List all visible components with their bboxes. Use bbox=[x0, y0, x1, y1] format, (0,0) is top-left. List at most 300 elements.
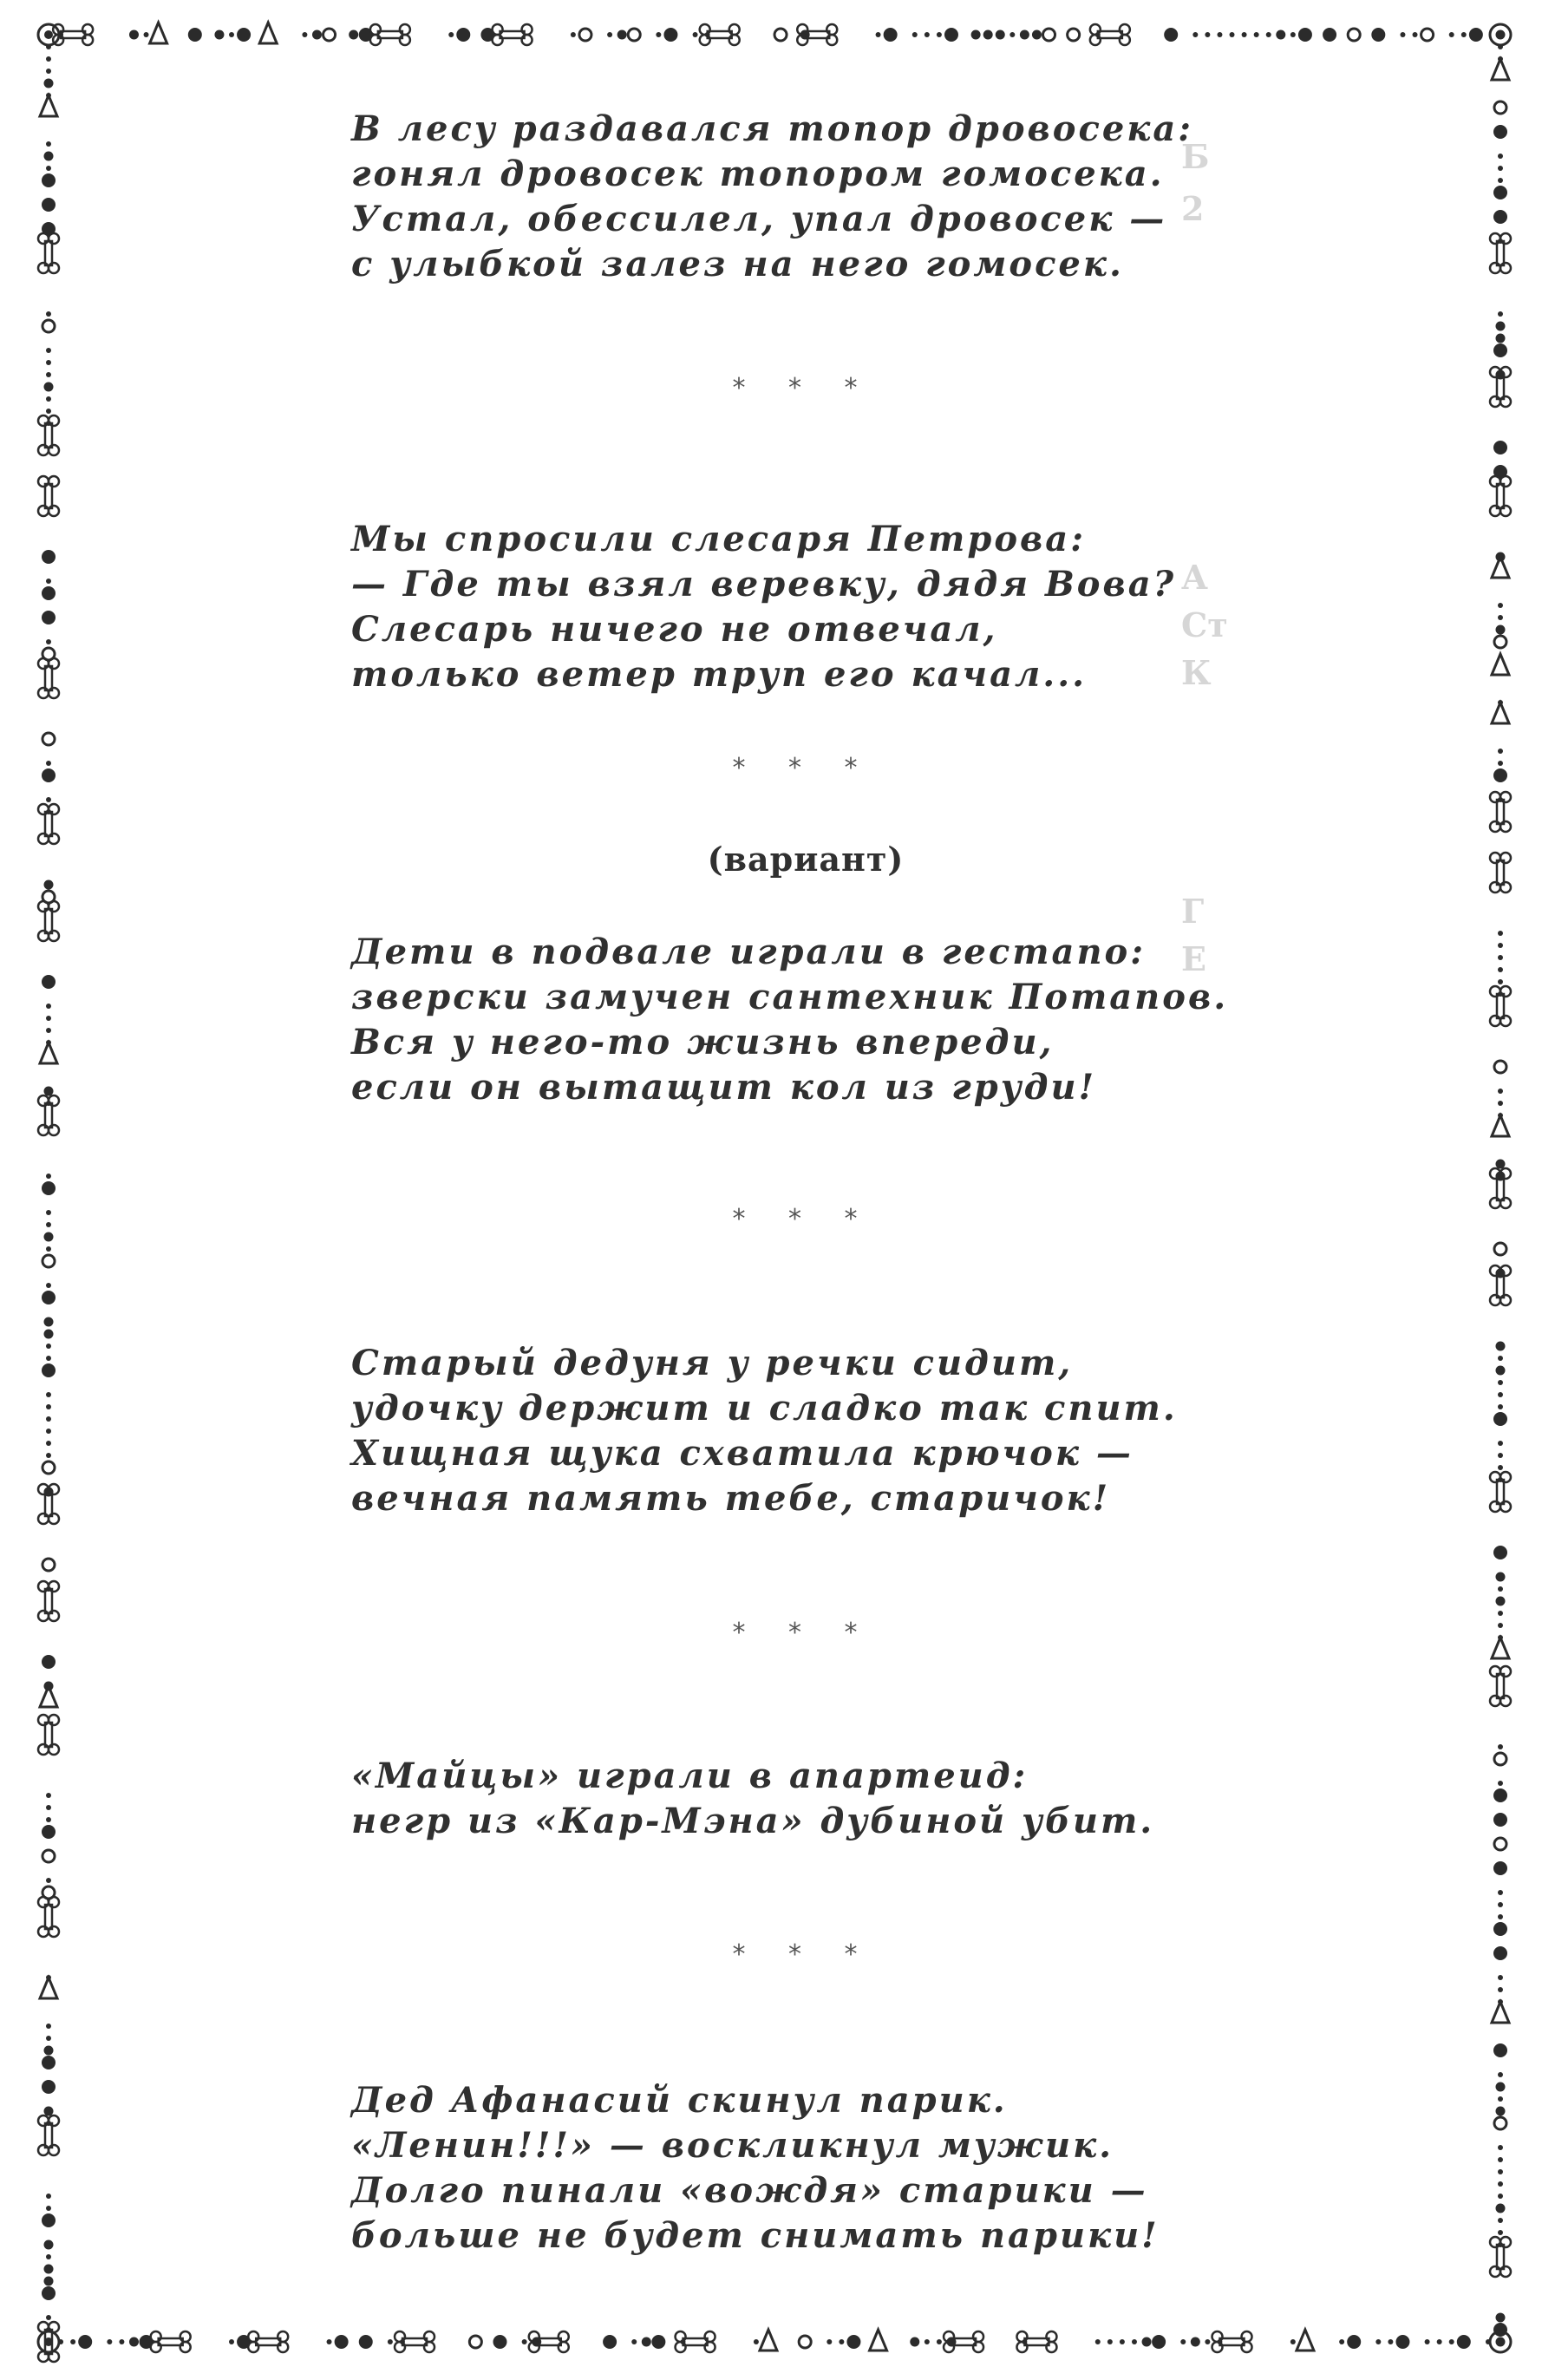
bone-icon bbox=[248, 2331, 288, 2352]
dot-icon bbox=[1498, 615, 1503, 620]
dot-icon bbox=[1217, 32, 1222, 37]
dot-icon bbox=[925, 2339, 930, 2344]
bleed-through-1: Б bbox=[1181, 137, 1210, 176]
dot-icon bbox=[1205, 2339, 1210, 2344]
bone-icon bbox=[151, 2331, 191, 2352]
dot-icon bbox=[1493, 2043, 1507, 2057]
poem-line: Слесарь ничего не отвечал, bbox=[351, 609, 998, 650]
dot-icon bbox=[46, 1404, 51, 1409]
dot-icon bbox=[1395, 2335, 1409, 2349]
dot-icon bbox=[42, 611, 56, 624]
bone-icon bbox=[38, 2115, 59, 2155]
dot-icon bbox=[1009, 32, 1015, 37]
section-separator: * * * bbox=[732, 1618, 875, 1648]
dot-icon bbox=[925, 32, 930, 37]
dot-icon bbox=[1498, 1975, 1503, 1980]
dot-icon bbox=[42, 1655, 56, 1669]
ring-icon bbox=[42, 1559, 55, 1571]
bone-icon bbox=[395, 2331, 435, 2352]
dot-icon bbox=[46, 348, 51, 353]
ring-icon bbox=[1494, 1838, 1506, 1850]
bone-icon bbox=[1490, 792, 1511, 832]
dot-icon bbox=[1020, 30, 1029, 40]
dot-icon bbox=[1498, 1380, 1503, 1385]
dot-icon bbox=[1493, 125, 1507, 139]
triangle-icon bbox=[1492, 2002, 1509, 2023]
dot-icon bbox=[1461, 32, 1467, 37]
bleed-through-7: Е bbox=[1181, 939, 1206, 978]
dot-icon bbox=[46, 166, 51, 171]
bone-icon bbox=[38, 1897, 59, 1937]
dot-icon bbox=[1498, 2072, 1503, 2077]
dot-icon bbox=[44, 1330, 54, 1339]
dot-icon bbox=[1469, 28, 1483, 42]
dot-icon bbox=[107, 2339, 112, 2344]
dot-icon bbox=[129, 30, 139, 40]
dot-icon bbox=[1493, 1412, 1507, 1426]
dot-icon bbox=[1493, 1922, 1507, 1936]
bone-icon bbox=[1490, 1472, 1511, 1512]
dot-icon bbox=[129, 2338, 139, 2347]
dot-icon bbox=[1496, 625, 1506, 635]
bone-icon bbox=[529, 2331, 569, 2352]
poem-line: Мы спросили слесаря Петрова: bbox=[351, 519, 1086, 559]
dot-icon bbox=[1498, 967, 1503, 972]
dot-icon bbox=[1498, 2181, 1503, 2187]
poem-line: Дети в подвале играли в гестапо: bbox=[351, 932, 1146, 972]
dot-icon bbox=[693, 32, 698, 37]
dot-icon bbox=[571, 32, 576, 37]
section-separator: * * * bbox=[732, 373, 875, 403]
dot-icon bbox=[42, 1825, 56, 1839]
dot-icon bbox=[46, 1416, 51, 1422]
dot-icon bbox=[46, 1793, 51, 1798]
dot-icon bbox=[1498, 1453, 1503, 1458]
bone-icon bbox=[38, 658, 59, 698]
ring-icon bbox=[323, 29, 336, 41]
ring-icon bbox=[799, 2336, 811, 2348]
triangle-icon bbox=[870, 2330, 887, 2351]
dot-icon bbox=[1493, 441, 1507, 454]
bone-icon bbox=[944, 2331, 983, 2352]
dot-icon bbox=[214, 30, 224, 40]
dot-icon bbox=[522, 2339, 527, 2344]
dot-icon bbox=[46, 1392, 51, 1397]
poem-2 bbox=[351, 517, 1176, 697]
poem-line: только ветер труп его качал... bbox=[351, 654, 1088, 695]
dot-icon bbox=[1498, 1744, 1503, 1749]
dot-icon bbox=[1266, 32, 1271, 37]
dot-icon bbox=[1496, 2082, 1506, 2092]
dot-icon bbox=[44, 880, 54, 890]
bleed-through-6: Г bbox=[1181, 892, 1205, 931]
dot-icon bbox=[663, 28, 677, 42]
dot-icon bbox=[1290, 2339, 1296, 2344]
poem-line: больше не будет снимать парики! bbox=[351, 2215, 1160, 2256]
ring-icon bbox=[469, 2336, 481, 2348]
dot-icon bbox=[119, 2339, 124, 2344]
dot-icon bbox=[42, 2080, 56, 2094]
bone-icon bbox=[700, 24, 740, 45]
ring-icon bbox=[42, 1850, 55, 1862]
ring-icon bbox=[1421, 29, 1434, 41]
dot-icon bbox=[1032, 30, 1042, 40]
dot-icon bbox=[1449, 2339, 1454, 2344]
dot-icon bbox=[1498, 1465, 1503, 1470]
dot-icon bbox=[42, 173, 56, 187]
triangle-icon bbox=[259, 23, 277, 43]
dot-icon bbox=[1496, 2313, 1506, 2323]
bone-icon bbox=[1490, 476, 1511, 516]
dot-icon bbox=[1498, 1902, 1503, 1907]
dot-icon bbox=[912, 32, 918, 37]
dot-icon bbox=[1496, 1160, 1506, 1169]
bone-icon bbox=[38, 1715, 59, 1755]
dot-icon bbox=[1437, 2339, 1442, 2344]
dot-icon bbox=[1493, 186, 1507, 199]
dot-icon bbox=[1498, 1781, 1503, 1786]
bone-icon bbox=[38, 415, 59, 455]
dot-icon bbox=[1388, 2339, 1393, 2344]
dot-icon bbox=[1498, 1356, 1503, 1361]
dot-icon bbox=[839, 2339, 844, 2344]
dot-icon bbox=[1164, 28, 1178, 42]
dot-icon bbox=[983, 30, 993, 40]
dot-icon bbox=[42, 586, 56, 600]
dot-icon bbox=[1498, 931, 1503, 936]
dot-icon bbox=[1498, 1392, 1503, 1397]
dot-icon bbox=[44, 2265, 54, 2274]
dot-icon bbox=[46, 2254, 51, 2259]
poem-line: Устал, обессилел, упал дровосек — bbox=[351, 199, 1167, 239]
poem-4 bbox=[351, 1341, 1178, 1521]
ring-icon bbox=[1348, 29, 1360, 41]
poem-line: «Майцы» играли в апартеид: bbox=[351, 1756, 1029, 1796]
bone-icon bbox=[1212, 2331, 1252, 2352]
dot-icon bbox=[46, 69, 51, 74]
poem-5 bbox=[351, 1754, 1154, 1844]
dot-icon bbox=[910, 2338, 919, 2347]
bone-icon bbox=[1490, 1168, 1511, 1208]
bone-icon bbox=[38, 1581, 59, 1621]
dot-icon bbox=[1496, 2204, 1506, 2213]
dot-icon bbox=[1230, 32, 1235, 37]
dot-icon bbox=[1498, 154, 1503, 159]
dot-icon bbox=[1493, 1813, 1507, 1827]
dot-icon bbox=[642, 2338, 651, 2347]
dot-icon bbox=[46, 56, 51, 62]
triangle-icon bbox=[1297, 2330, 1314, 2351]
triangle-icon bbox=[1492, 654, 1509, 675]
dot-icon bbox=[46, 1878, 51, 1883]
bone-icon bbox=[1490, 2237, 1511, 2277]
dot-icon bbox=[1276, 30, 1285, 40]
dot-icon bbox=[46, 1805, 51, 1810]
dot-icon bbox=[1493, 210, 1507, 224]
bone-icon bbox=[676, 2331, 715, 2352]
dot-icon bbox=[44, 30, 53, 39]
poem-line: удочку держит и сладко так спит. bbox=[351, 1388, 1178, 1429]
dot-icon bbox=[937, 32, 942, 37]
dot-icon bbox=[46, 797, 51, 802]
dot-icon bbox=[937, 2339, 942, 2344]
dot-icon bbox=[70, 2339, 75, 2344]
bone-icon bbox=[38, 1095, 59, 1135]
dot-icon bbox=[1323, 28, 1336, 42]
dot-icon bbox=[42, 2056, 56, 2069]
dot-icon bbox=[1298, 28, 1312, 42]
triangle-icon bbox=[1492, 703, 1509, 723]
ring-icon bbox=[1068, 29, 1080, 41]
dot-icon bbox=[1498, 1441, 1503, 1446]
dot-icon bbox=[1498, 2218, 1503, 2223]
bone-icon bbox=[38, 233, 59, 273]
dot-icon bbox=[876, 32, 881, 37]
dot-icon bbox=[617, 30, 627, 40]
bone-icon bbox=[38, 476, 59, 516]
dot-icon bbox=[144, 32, 149, 37]
triangle-icon bbox=[760, 2330, 777, 2351]
dot-icon bbox=[1493, 1546, 1507, 1559]
bone-icon bbox=[38, 901, 59, 941]
dot-icon bbox=[42, 1291, 56, 1304]
triangle-icon bbox=[1492, 59, 1509, 80]
ring-icon bbox=[42, 1461, 55, 1474]
dot-icon bbox=[229, 2339, 234, 2344]
dot-icon bbox=[302, 32, 307, 37]
bone-icon bbox=[493, 24, 533, 45]
dot-icon bbox=[42, 198, 56, 212]
dot-icon bbox=[46, 2024, 51, 2029]
dot-icon bbox=[46, 1283, 51, 1288]
dot-icon bbox=[1498, 311, 1503, 317]
dot-icon bbox=[493, 2335, 506, 2349]
dot-icon bbox=[827, 2339, 832, 2344]
dot-icon bbox=[46, 1174, 51, 1179]
dot-icon bbox=[335, 2335, 349, 2349]
dot-icon bbox=[46, 2194, 51, 2199]
dot-icon bbox=[1498, 2145, 1503, 2150]
dot-icon bbox=[1498, 2194, 1503, 2199]
dot-icon bbox=[46, 311, 51, 317]
ring-icon bbox=[774, 29, 787, 41]
poem-line: Дед Афанасий скинул парик. bbox=[351, 2080, 1008, 2121]
dot-icon bbox=[1493, 1788, 1507, 1802]
bone-icon bbox=[1490, 1265, 1511, 1305]
dot-icon bbox=[656, 32, 661, 37]
dot-icon bbox=[1413, 32, 1418, 37]
dot-icon bbox=[1400, 32, 1405, 37]
dot-icon bbox=[46, 639, 51, 644]
dot-icon bbox=[1496, 1572, 1506, 1582]
poem-3 bbox=[351, 930, 1228, 1110]
dot-icon bbox=[46, 1028, 51, 1033]
ring-icon bbox=[1494, 2117, 1506, 2129]
dot-icon bbox=[44, 1318, 54, 1327]
dot-icon bbox=[229, 32, 234, 37]
dot-icon bbox=[46, 579, 51, 584]
ring-icon bbox=[42, 733, 55, 745]
dot-icon bbox=[1498, 178, 1503, 183]
dot-icon bbox=[46, 2206, 51, 2211]
bone-icon bbox=[1490, 1666, 1511, 1706]
dot-icon bbox=[1152, 2335, 1166, 2349]
triangle-icon bbox=[40, 1043, 57, 1063]
dot-icon bbox=[1107, 2339, 1113, 2344]
dot-icon bbox=[607, 32, 612, 37]
section-separator: * * * bbox=[732, 1939, 875, 1970]
dot-icon bbox=[1191, 2338, 1200, 2347]
poem-line: гонял дровосек топором гомосека. bbox=[351, 154, 1165, 194]
dot-icon bbox=[1498, 1089, 1503, 1094]
bone-icon bbox=[797, 24, 837, 45]
dot-icon bbox=[327, 2339, 332, 2344]
bleed-through-3: А bbox=[1181, 558, 1208, 597]
dot-icon bbox=[42, 2213, 56, 2227]
dot-icon bbox=[46, 141, 51, 147]
bone-icon bbox=[38, 804, 59, 844]
dot-icon bbox=[1242, 32, 1247, 37]
poem-6 bbox=[351, 2078, 1160, 2259]
ring-icon bbox=[42, 320, 55, 332]
bleed-through-4: Ст bbox=[1181, 605, 1228, 644]
triangle-icon bbox=[40, 95, 57, 116]
dot-icon bbox=[44, 2107, 54, 2116]
dot-icon bbox=[944, 28, 958, 42]
dot-icon bbox=[1498, 943, 1503, 948]
dot-icon bbox=[631, 2339, 637, 2344]
dot-icon bbox=[46, 1246, 51, 1252]
dot-icon bbox=[1496, 322, 1506, 331]
dot-icon bbox=[1347, 2335, 1361, 2349]
poem-line: Вся у него-то жизнь впереди, bbox=[351, 1022, 1055, 1062]
dot-icon bbox=[1132, 2339, 1137, 2344]
poem-line: вечная память тебе, старичок! bbox=[351, 1478, 1111, 1519]
dot-icon bbox=[1498, 2169, 1503, 2174]
dot-icon bbox=[46, 2315, 51, 2320]
poem-line: Долго пинали «вождя» старики — bbox=[351, 2170, 1148, 2211]
poem-line: зверски замучен сантехник Потапов. bbox=[351, 977, 1229, 1017]
triangle-icon bbox=[40, 1978, 57, 1998]
triangle-icon bbox=[1492, 1115, 1509, 1136]
poem-line: — Где ты взял веревку, дядя Вова? bbox=[351, 564, 1177, 605]
ring-icon bbox=[628, 29, 640, 41]
dot-icon bbox=[1498, 2096, 1503, 2102]
dot-icon bbox=[1339, 2339, 1344, 2344]
dot-icon bbox=[651, 2335, 665, 2349]
dot-icon bbox=[388, 2339, 393, 2344]
dot-icon bbox=[1120, 2339, 1125, 2344]
bone-icon bbox=[1016, 2331, 1056, 2352]
ring-icon bbox=[1494, 1753, 1506, 1765]
dot-icon bbox=[1254, 32, 1259, 37]
ring-icon bbox=[1494, 1243, 1506, 1255]
dot-icon bbox=[44, 152, 54, 161]
poem-line: Старый дедуня у речки сидит, bbox=[351, 1343, 1074, 1383]
dot-icon bbox=[42, 2286, 56, 2300]
dot-icon bbox=[349, 30, 358, 40]
dot-icon bbox=[237, 28, 251, 42]
variant-label: (вариант) bbox=[707, 840, 905, 879]
triangle-icon bbox=[150, 23, 167, 43]
ring-icon bbox=[1494, 636, 1506, 648]
bone-icon bbox=[1090, 24, 1130, 45]
dot-icon bbox=[1498, 1404, 1503, 1409]
dot-icon bbox=[1425, 2339, 1430, 2344]
dot-icon bbox=[46, 1817, 51, 1822]
dot-icon bbox=[312, 30, 322, 40]
dot-icon bbox=[46, 360, 51, 365]
dot-icon bbox=[1192, 32, 1198, 37]
dot-icon bbox=[996, 30, 1005, 40]
dot-icon bbox=[46, 409, 51, 414]
dot-icon bbox=[1498, 1586, 1503, 1592]
triangle-icon bbox=[1492, 557, 1509, 578]
dot-icon bbox=[46, 1016, 51, 1021]
dot-icon bbox=[42, 1181, 56, 1195]
dot-icon bbox=[1498, 1611, 1503, 1616]
dot-icon bbox=[1496, 1342, 1506, 1351]
dot-icon bbox=[46, 1429, 51, 1434]
dot-icon bbox=[1095, 2339, 1101, 2344]
poem-line: если он вытащит кол из груди! bbox=[351, 1067, 1097, 1108]
dot-icon bbox=[1498, 603, 1503, 608]
dot-icon bbox=[42, 550, 56, 564]
triangle-icon bbox=[40, 1686, 57, 1707]
dot-icon bbox=[754, 2339, 759, 2344]
section-separator: * * * bbox=[732, 753, 875, 783]
bone-icon bbox=[370, 24, 410, 45]
poem-line: с улыбкой залез на него гомосек. bbox=[351, 244, 1124, 284]
dot-icon bbox=[46, 1344, 51, 1349]
dot-icon bbox=[1290, 32, 1296, 37]
ring-icon bbox=[1043, 29, 1055, 41]
poem-line: В лесу раздавался топор дровосека: bbox=[351, 108, 1194, 149]
dot-icon bbox=[1498, 2157, 1503, 2162]
section-separator: * * * bbox=[732, 1204, 875, 1234]
dot-icon bbox=[884, 28, 898, 42]
dot-icon bbox=[1498, 166, 1503, 171]
dot-icon bbox=[1449, 32, 1454, 37]
dot-icon bbox=[1375, 2339, 1381, 2344]
dot-icon bbox=[846, 2335, 860, 2349]
dot-icon bbox=[78, 2335, 92, 2349]
dot-icon bbox=[42, 1363, 56, 1377]
dot-icon bbox=[1457, 2335, 1471, 2349]
ring-icon bbox=[42, 1255, 55, 1267]
bone-icon bbox=[1490, 233, 1511, 273]
dot-icon bbox=[456, 28, 470, 42]
dot-icon bbox=[46, 2036, 51, 2041]
dot-icon bbox=[1493, 343, 1507, 357]
dot-icon bbox=[44, 2338, 53, 2346]
dot-icon bbox=[1498, 955, 1503, 960]
dot-icon bbox=[448, 32, 454, 37]
dot-icon bbox=[1498, 1987, 1503, 1992]
dot-icon bbox=[46, 1356, 51, 1361]
dot-icon bbox=[971, 30, 981, 40]
dot-icon bbox=[603, 2335, 617, 2349]
dot-icon bbox=[44, 1087, 54, 1096]
poem-line: негр из «Кар-Мэна» дубиной убит. bbox=[351, 1801, 1155, 1841]
dot-icon bbox=[1371, 28, 1385, 42]
dot-icon bbox=[1142, 2338, 1152, 2347]
dot-icon bbox=[46, 1004, 51, 1009]
dot-icon bbox=[42, 975, 56, 989]
dot-icon bbox=[1498, 1890, 1503, 1895]
dot-icon bbox=[1496, 30, 1505, 39]
dot-icon bbox=[1498, 1101, 1503, 1106]
